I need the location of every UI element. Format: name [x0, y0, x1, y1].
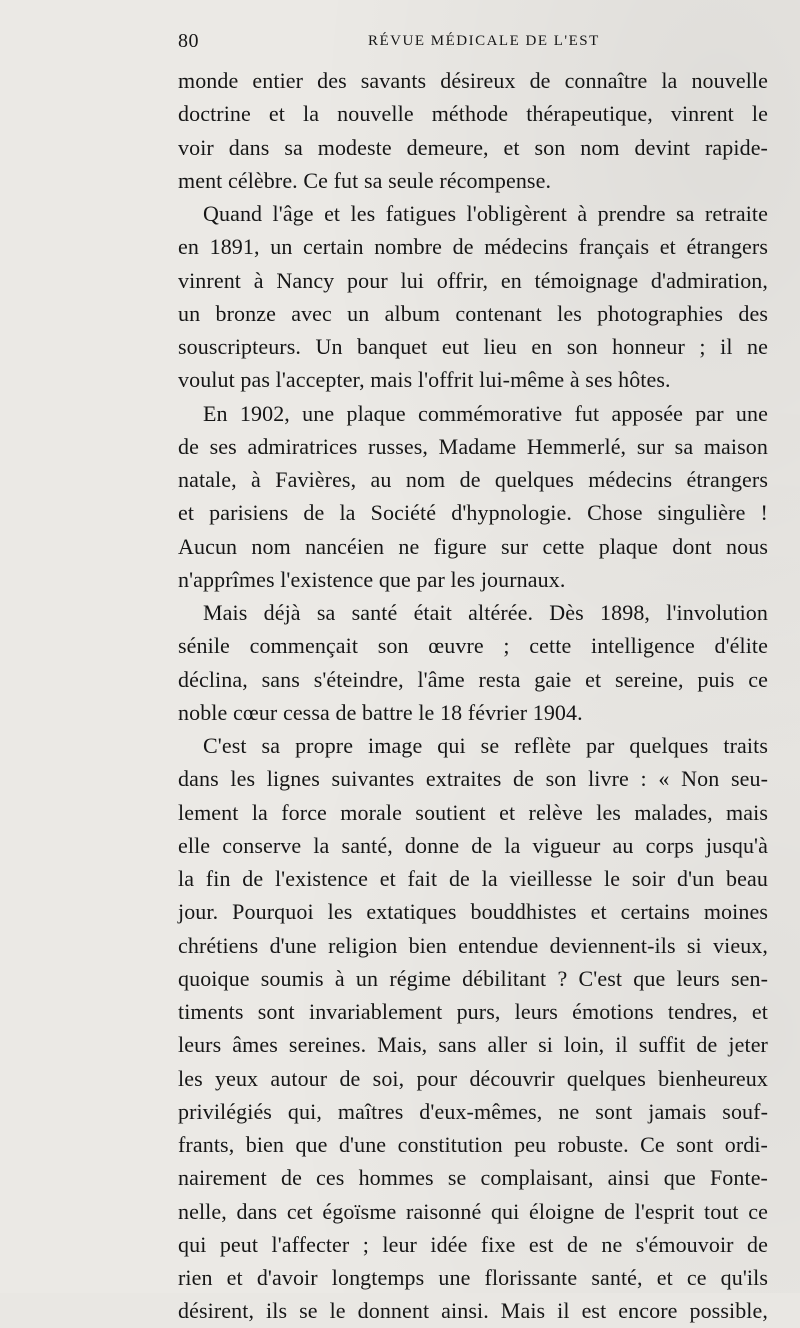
text-line: ment célèbre. Ce fut sa seule récompense.	[178, 167, 552, 193]
text-line: dans les lignes suivantes extraites de son livre : « Non seu-	[178, 766, 768, 792]
text-line: doctrine et la nouvelle méthode thérapeutique, vinrent le	[178, 101, 768, 127]
text-line: Quand l'âge et les fatigues l'obligèrent à prendre sa retraite	[203, 201, 768, 226]
journal-title: RÉVUE MÉDICALE DE L'EST	[368, 33, 600, 49]
text-line: n'apprîmes l'existence que par les journaux.	[178, 566, 566, 592]
text-line: chrétiens d'une religion bien entendue deviennent-ils si vieux,	[178, 932, 768, 958]
text-line: Mais déjà sa santé était altérée. Dès 1898, l'involution	[203, 600, 768, 625]
text-line: jour. Pourquoi les extatiques bouddhistes et certains moines	[178, 899, 768, 925]
text-line: privilégiés qui, maîtres d'eux-mêmes, ne sont jamais souf-	[178, 1098, 768, 1124]
text-line: sénile commençait son œuvre ; cette intelligence d'élite	[178, 633, 768, 659]
running-head	[178, 30, 768, 58]
text-line: nairement de ces hommes se complaisant, ainsi que Fonte-	[178, 1165, 768, 1191]
text-line: frants, bien que d'une constitution peu robuste. Ce sont ordi-	[178, 1132, 768, 1157]
text-line: voir dans sa modeste demeure, et son nom devint rapide-	[178, 134, 768, 160]
text-line: leurs âmes sereines. Mais, sans aller si loin, il suffit de jeter	[178, 1032, 768, 1058]
text-line: Aucun nom nancéien ne figure sur cette plaque dont nous	[178, 533, 768, 559]
text-line: monde entier des savants désireux de connaître la nouvelle	[178, 68, 768, 93]
text-line: et parisiens de la Société d'hypnologie. Chose singulière !	[178, 500, 768, 526]
text-line: En 1902, une plaque commémorative fut apposée par une	[203, 400, 768, 426]
text-line: lement la force morale soutient et relève les malades, mais	[178, 799, 768, 825]
page-number: 80	[178, 30, 199, 52]
text-line: souscripteurs. Un banquet eut lieu en son honneur ; il ne	[178, 334, 768, 359]
body-text	[178, 64, 768, 1328]
text-line: timents sont invariablement purs, leurs émotions tendres, et	[178, 999, 768, 1024]
text-line: noble cœur cessa de battre le 18 février 1904.	[178, 699, 583, 725]
text-line: rien et d'avoir longtemps une florissante santé, et ce qu'ils	[178, 1265, 768, 1290]
text-line: en 1891, un certain nombre de médecins français et étrangers	[178, 234, 768, 260]
text-line: désirent, ils se le donnent ainsi. Mais il est encore possible,	[178, 1298, 768, 1324]
text-line: de ses admiratrices russes, Madame Hemmerlé, sur sa maison	[178, 433, 768, 459]
text-line: vinrent à Nancy pour lui offrir, en témoignage d'admiration,	[178, 267, 768, 293]
text-line: nelle, dans cet égoïsme raisonné qui éloigne de l'esprit tout ce	[178, 1198, 768, 1224]
text-line: elle conserve la santé, donne de la vigueur au corps jusqu'à	[178, 832, 768, 858]
text-line: déclina, sans s'éteindre, l'âme resta gaie et sereine, puis ce	[178, 666, 768, 692]
text-line: natale, à Favières, au nom de quelques médecins étrangers	[178, 467, 768, 492]
text-line: la fin de l'existence et fait de la vieillesse le soir d'un beau	[178, 866, 768, 891]
text-line: qui peut l'affecter ; leur idée fixe est de ne s'émouvoir de	[178, 1231, 768, 1257]
text-line: quoique soumis à un régime débilitant ? C'est que leurs sen-	[178, 965, 768, 991]
text-line: les yeux autour de soi, pour découvrir quelques bienheureux	[178, 1065, 768, 1091]
text-line: voulut pas l'accepter, mais l'offrit lui-même à ses hôtes.	[178, 367, 671, 393]
text-line: un bronze avec un album contenant les photographies des	[178, 300, 768, 326]
text-line: C'est sa propre image qui se reflète par quelques traits	[203, 733, 768, 758]
